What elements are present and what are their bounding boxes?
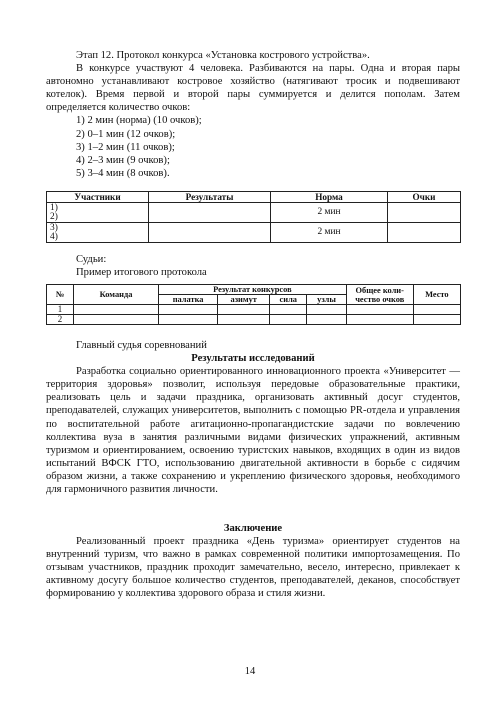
norm-cell: 2 мин [271, 223, 388, 243]
results-cell [149, 223, 271, 243]
row-number: 1 [47, 305, 74, 315]
table-row [47, 223, 461, 243]
header-number: № [47, 285, 74, 305]
stage-title: Этап 12. Протокол конкурса «Установка кострового устройства». [76, 50, 370, 61]
subheader-strength: сила [270, 295, 307, 305]
scoring-item: 5) 3–4 мин (8 очков). [76, 167, 170, 179]
scoring-item: 2) 0–1 мин (12 очков); [76, 128, 176, 140]
judges-section [46, 253, 460, 279]
norm-cell: 2 мин [271, 203, 388, 223]
results-cell [149, 203, 271, 223]
header-total-points: Общее коли- чество очков [346, 285, 413, 305]
conclusion-section [46, 522, 460, 601]
subheader-tent: палатка [159, 295, 218, 305]
points-cell [388, 223, 461, 243]
scoring-item: 4) 2–3 мин (9 очков); [76, 154, 170, 166]
page-number: 14 [244, 666, 256, 677]
header-points: Очки [388, 192, 461, 203]
summary-table [46, 284, 461, 325]
protocol-table [46, 191, 461, 243]
results-heading: Результаты исследований [191, 353, 315, 365]
results-text: Разработка социально ориентированного инновационного проекта «Университет — территория здоровья» позволит, используя передовые образовательные практики, реализовать цель и задачи праздника, организовать активный досуг студентов, преподавателей, служащих университетов, выполнить с помощью PR-отдела и управления по воспитательной работе агитационно-пропагандистские задачи по вовлечению коллектива вуза в занятия различными видами физических упражнений, активным туризмом и ориентированием, освоению туристских навыков, входящих в один из видов испытаний ВФСК ГТО, использованию двигательной активности в борьбе с сидячим образом жизни, а также сохранению и укреплению физического здоровья, необходимого для гармоничного развития личности. [46, 366, 460, 496]
header-norm: Норма [271, 192, 388, 203]
subheader-azimuth: азимут [218, 295, 270, 305]
participants-cell: 1) 2) [47, 203, 149, 223]
chief-judge-label: Главный судья соревнований [76, 340, 207, 351]
conclusion-heading: Заключение [223, 523, 283, 534]
header-contest-results: Результат конкурсов [159, 285, 347, 295]
scoring-item: 3) 1–2 мин (11 очков); [76, 141, 175, 153]
subheader-knots: узлы [307, 295, 346, 305]
table-row [47, 315, 461, 325]
scoring-item: 1) 2 мин (норма) (10 очков); [76, 115, 202, 127]
results-section [46, 339, 460, 496]
header-participants: Участники [47, 192, 149, 203]
header-team: Команда [74, 285, 159, 305]
participants-cell: 3) 4) [47, 223, 149, 243]
stage-section [46, 49, 460, 180]
example-label: Пример итогового протокола [76, 267, 207, 279]
header-place: Место [413, 285, 460, 305]
table-row [47, 203, 461, 223]
scoring-list [46, 114, 460, 179]
points-cell [388, 203, 461, 223]
judges-label: Судьи: [76, 254, 107, 265]
table-row [47, 305, 461, 315]
stage-description: В конкурсе участвуют 4 человека. Разбиваются на пары. Одна и вторая пары автономно устанавливают костровое хозяйство (натягивают тросик и подвешивают котелок). Время первой и второй пары суммируется и делится пополам. Затем определяется количество очков: [46, 63, 460, 114]
conclusion-text: Реализованный проект праздника «День туризма» ориентирует студентов на внутренний туризм, что важно в рамках современной политики импортозамещения. По отзывам участников, праздник проходит замечательно, весело, интересно, привлекает к активному досугу большое количество студентов, преподавателей, деканов, способствует формированию у коллектива здорового образа и стиля жизни. [46, 536, 460, 600]
header-results: Результаты [149, 192, 271, 203]
row-number: 2 [47, 315, 74, 325]
